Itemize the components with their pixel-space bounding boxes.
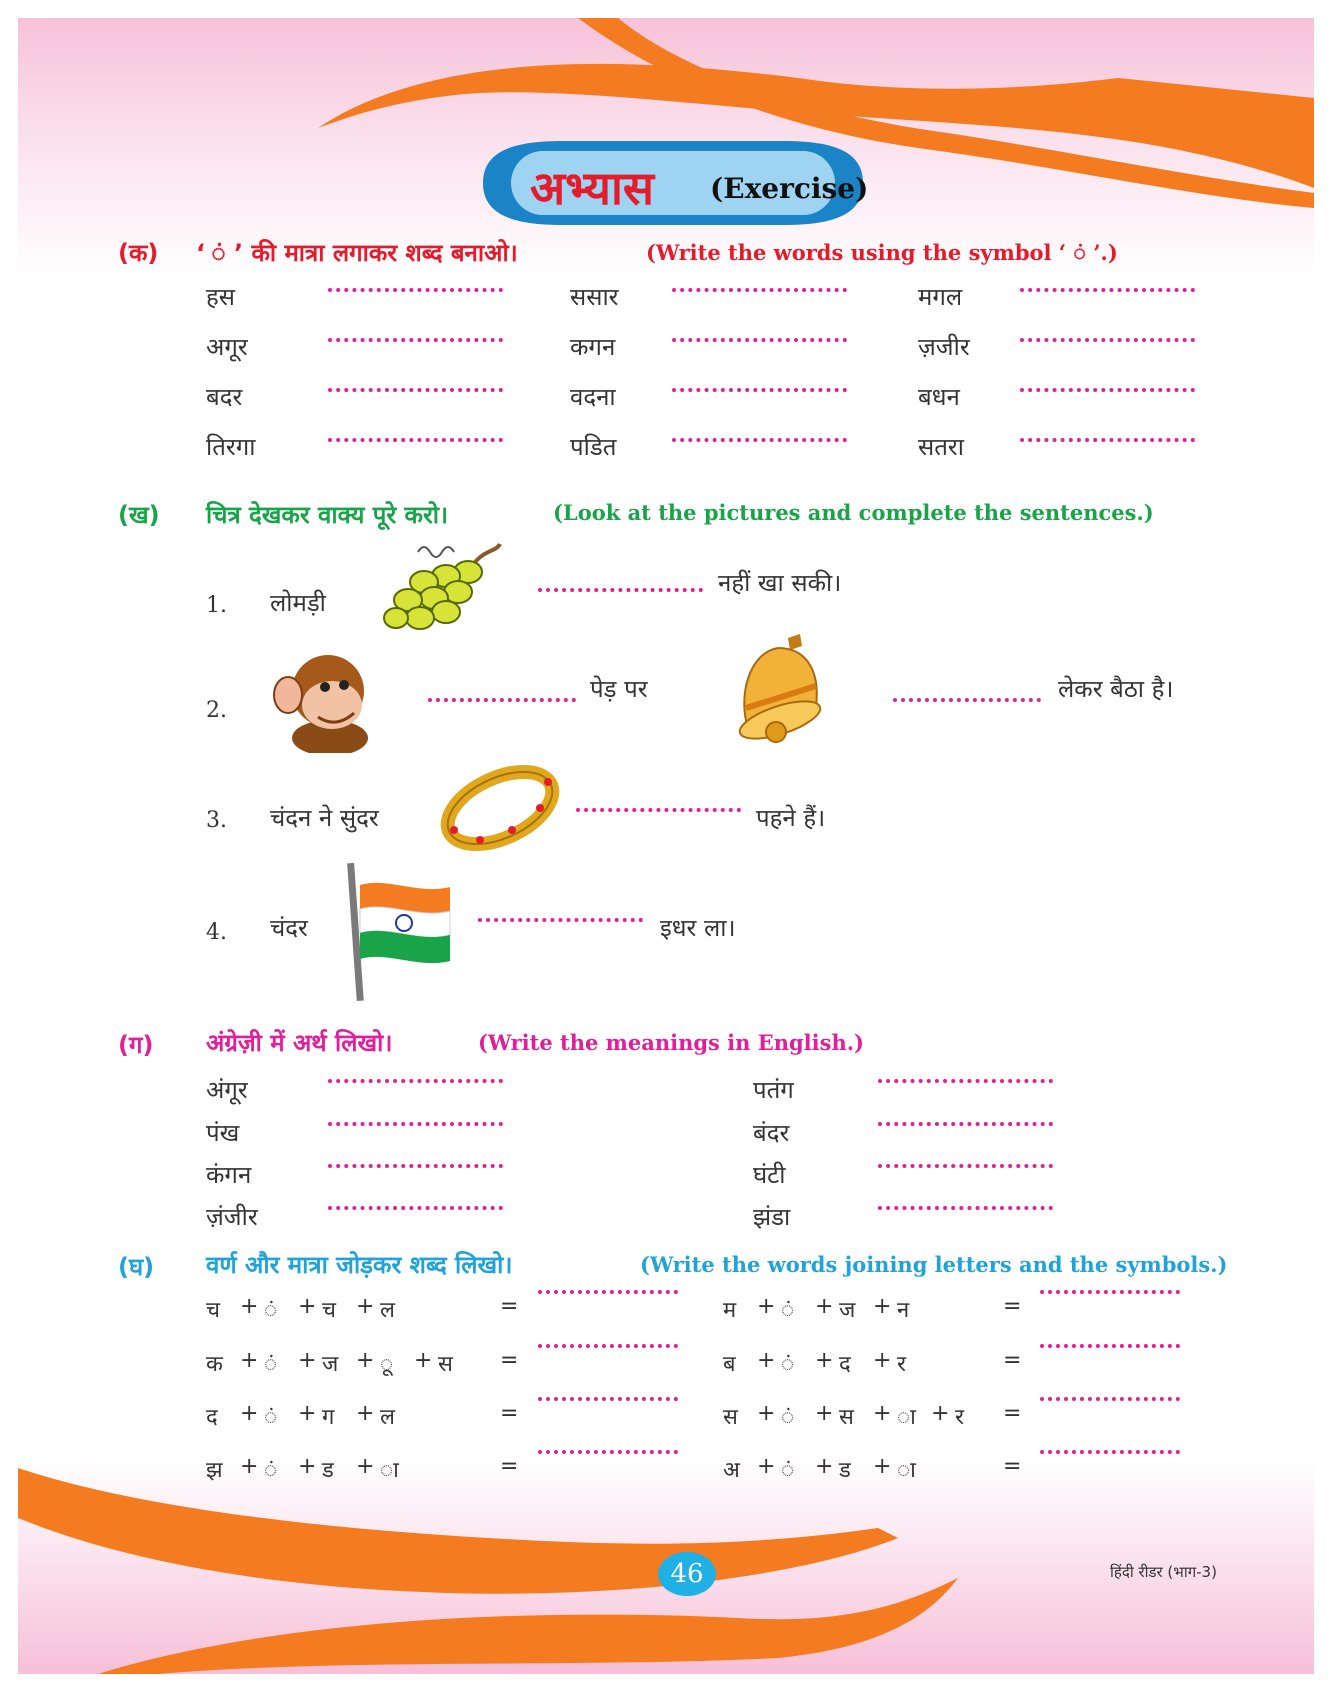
joined-word-blank[interactable] — [538, 1344, 678, 1348]
sentence-4-number: 4. — [206, 920, 227, 945]
answer-blank[interactable] — [1020, 388, 1195, 392]
plus-sign: + — [873, 1454, 892, 1479]
book-title-footer: हिंदी रीडर (भाग-3) — [1110, 1563, 1217, 1581]
section-b-label: (ख) — [118, 501, 160, 529]
letter-token: द — [839, 1352, 851, 1377]
answer-blank[interactable] — [672, 438, 847, 442]
title-hindi: अभ्यास — [530, 161, 654, 215]
plus-sign: + — [757, 1294, 776, 1319]
blank-3[interactable] — [576, 808, 741, 812]
exercise-word: हस — [206, 283, 235, 311]
exercise-word: तिरगा — [206, 433, 256, 461]
plus-sign: + — [298, 1348, 317, 1373]
plus-sign: + — [815, 1348, 834, 1373]
sentence-1-number: 1. — [206, 593, 227, 618]
meaning-word: पतंग — [753, 1076, 794, 1104]
section-b-heading-english: (Look at the pictures and complete the sentences.) — [553, 500, 1154, 525]
meaning-word: बंदर — [753, 1119, 790, 1147]
letter-token: च — [322, 1298, 336, 1323]
letter-token: र — [955, 1405, 964, 1430]
plus-sign: + — [815, 1294, 834, 1319]
answer-blank[interactable] — [328, 338, 503, 342]
answer-blank[interactable] — [672, 288, 847, 292]
plus-sign: + — [414, 1348, 433, 1373]
equals-sign: = — [1003, 1401, 1022, 1426]
letter-token: स — [839, 1405, 854, 1430]
plus-sign: + — [240, 1348, 259, 1373]
answer-blank[interactable] — [1020, 288, 1195, 292]
section-d-heading-english: (Write the words joining letters and the symbols.) — [640, 1252, 1228, 1277]
blank-4[interactable] — [478, 918, 643, 922]
exercise-word: वदना — [570, 383, 616, 411]
letter-token: र — [897, 1352, 906, 1377]
blank-2b[interactable] — [893, 698, 1041, 702]
letter-token: ं — [264, 1298, 278, 1323]
plus-sign: + — [757, 1348, 776, 1373]
letter-token: ं — [781, 1458, 795, 1483]
plus-sign: + — [873, 1401, 892, 1426]
letter-token: द — [206, 1405, 218, 1430]
sentence-2-number: 2. — [206, 698, 227, 723]
sentence-3-before: चंदन ने सुंदर — [270, 804, 379, 832]
meaning-word: झंडा — [753, 1203, 791, 1231]
plus-sign: + — [240, 1401, 259, 1426]
answer-blank[interactable] — [328, 388, 503, 392]
answer-blank[interactable] — [1020, 338, 1195, 342]
letter-token: ज — [839, 1298, 856, 1323]
exercise-word: बधन — [918, 383, 960, 411]
letter-token: ग — [322, 1405, 335, 1430]
answer-blank[interactable] — [1020, 438, 1195, 442]
plus-sign: + — [815, 1454, 834, 1479]
page-number: 46 — [658, 1552, 716, 1596]
letter-token: ा — [897, 1458, 916, 1483]
exercise-word: सतरा — [918, 433, 964, 461]
meaning-word: घंटी — [753, 1161, 786, 1189]
title-english: (Exercise) — [710, 172, 869, 205]
sentence-2-after: लेकर बैठा है। — [1058, 675, 1174, 703]
meaning-blank[interactable] — [878, 1122, 1053, 1126]
equals-sign: = — [500, 1454, 519, 1479]
meaning-blank[interactable] — [328, 1122, 503, 1126]
section-a-heading: ‘ ं ’ की मात्रा लगाकर शब्द बनाओ। — [196, 239, 518, 267]
joined-word-blank[interactable] — [1040, 1290, 1180, 1294]
meaning-word: पंख — [206, 1119, 240, 1147]
exercise-word: पडित — [570, 433, 617, 461]
plus-sign: + — [356, 1454, 375, 1479]
joined-word-blank[interactable] — [538, 1450, 678, 1454]
bell-picture — [718, 628, 828, 748]
plus-sign: + — [298, 1294, 317, 1319]
letter-token: ं — [264, 1458, 278, 1483]
letter-token: ल — [380, 1405, 395, 1430]
exercise-word: कगन — [570, 333, 616, 361]
plus-sign: + — [298, 1454, 317, 1479]
answer-blank[interactable] — [672, 338, 847, 342]
sentence-4-after: इधर ला। — [660, 914, 736, 942]
meaning-word: ज़ंजीर — [206, 1203, 258, 1231]
letter-token: ं — [264, 1405, 278, 1430]
meaning-blank[interactable] — [878, 1164, 1053, 1168]
equals-sign: = — [500, 1294, 519, 1319]
letter-token: ं — [264, 1352, 278, 1377]
letter-token: स — [438, 1352, 453, 1377]
joined-word-blank[interactable] — [1040, 1344, 1180, 1348]
plus-sign: + — [757, 1401, 776, 1426]
letter-token: ू — [380, 1352, 394, 1377]
plus-sign: + — [356, 1348, 375, 1373]
section-d-label: (घ) — [118, 1253, 155, 1281]
section-a-heading-english: (Write the words using the symbol ‘ ं ’.) — [646, 240, 1118, 265]
bangle-picture — [436, 758, 566, 858]
answer-blank[interactable] — [672, 388, 847, 392]
letter-token: म — [723, 1298, 737, 1323]
section-b-heading: चित्र देखकर वाक्य पूरे करो। — [206, 501, 449, 529]
meaning-blank[interactable] — [878, 1079, 1053, 1083]
letter-token: ं — [781, 1352, 795, 1377]
plus-sign: + — [757, 1454, 776, 1479]
meaning-blank[interactable] — [328, 1164, 503, 1168]
section-c-heading: अंग्रेज़ी में अर्थ लिखो। — [206, 1029, 393, 1057]
section-c-heading-english: (Write the meanings in English.) — [478, 1030, 864, 1055]
letter-token: ड — [322, 1458, 334, 1483]
letter-token: अ — [723, 1458, 740, 1483]
plus-sign: + — [931, 1401, 950, 1426]
meaning-blank[interactable] — [878, 1206, 1053, 1210]
equals-sign: = — [1003, 1294, 1022, 1319]
exercise-word: ससार — [570, 283, 619, 311]
joined-word-blank[interactable] — [538, 1397, 678, 1401]
plus-sign: + — [240, 1454, 259, 1479]
blank-2a[interactable] — [428, 698, 576, 702]
flag-picture — [338, 863, 458, 1003]
meaning-word: कंगन — [206, 1161, 252, 1189]
meaning-blank[interactable] — [328, 1079, 503, 1083]
exercise-word: ज़जीर — [918, 333, 970, 361]
blank-1[interactable] — [538, 588, 703, 592]
exercise-word: अगूर — [206, 333, 248, 361]
bottom-swoosh — [18, 1468, 898, 1594]
exercise-word: बदर — [206, 383, 243, 411]
letter-token: न — [897, 1298, 910, 1323]
letter-token: ा — [897, 1405, 916, 1430]
plus-sign: + — [240, 1294, 259, 1319]
monkey-picture — [270, 643, 375, 753]
sentence-1-before: लोमड़ी — [270, 589, 326, 617]
plus-sign: + — [356, 1294, 375, 1319]
section-a-label: (क) — [118, 239, 159, 267]
workbook-page — [18, 18, 1314, 1674]
sentence-4-before: चंदर — [270, 914, 308, 942]
plus-sign: + — [873, 1348, 892, 1373]
equals-sign: = — [1003, 1348, 1022, 1373]
letter-token: ल — [380, 1298, 395, 1323]
plus-sign: + — [873, 1294, 892, 1319]
section-d-heading: वर्ण और मात्रा जोड़कर शब्द लिखो। — [206, 1251, 513, 1279]
sentence-1-after: नहीं खा सकी। — [718, 569, 842, 597]
sentence-2-middle: पेड़ पर — [590, 675, 648, 703]
letter-token: क — [206, 1352, 223, 1377]
equals-sign: = — [500, 1348, 519, 1373]
answer-blank[interactable] — [328, 438, 503, 442]
sentence-3-after: पहने हैं। — [756, 804, 826, 832]
grapes-picture — [378, 540, 508, 640]
meaning-blank[interactable] — [328, 1206, 503, 1210]
joined-word-blank[interactable] — [538, 1290, 678, 1294]
answer-blank[interactable] — [328, 288, 503, 292]
joined-word-blank[interactable] — [1040, 1450, 1180, 1454]
joined-word-blank[interactable] — [1040, 1397, 1180, 1401]
equals-sign: = — [1003, 1454, 1022, 1479]
plus-sign: + — [356, 1401, 375, 1426]
letter-token: ज — [322, 1352, 339, 1377]
equals-sign: = — [500, 1401, 519, 1426]
letter-token: च — [206, 1298, 220, 1323]
letter-token: ं — [781, 1405, 795, 1430]
sentence-3-number: 3. — [206, 808, 227, 833]
letter-token: स — [723, 1405, 738, 1430]
section-c-label: (ग) — [118, 1031, 154, 1059]
letter-token: ं — [781, 1298, 795, 1323]
letter-token: ड — [839, 1458, 851, 1483]
plus-sign: + — [298, 1401, 317, 1426]
letter-token: झ — [206, 1458, 223, 1483]
letter-token: ब — [723, 1352, 736, 1377]
plus-sign: + — [815, 1401, 834, 1426]
letter-token: ा — [380, 1458, 399, 1483]
meaning-word: अंगूर — [206, 1076, 248, 1104]
exercise-word: मगल — [918, 283, 963, 311]
